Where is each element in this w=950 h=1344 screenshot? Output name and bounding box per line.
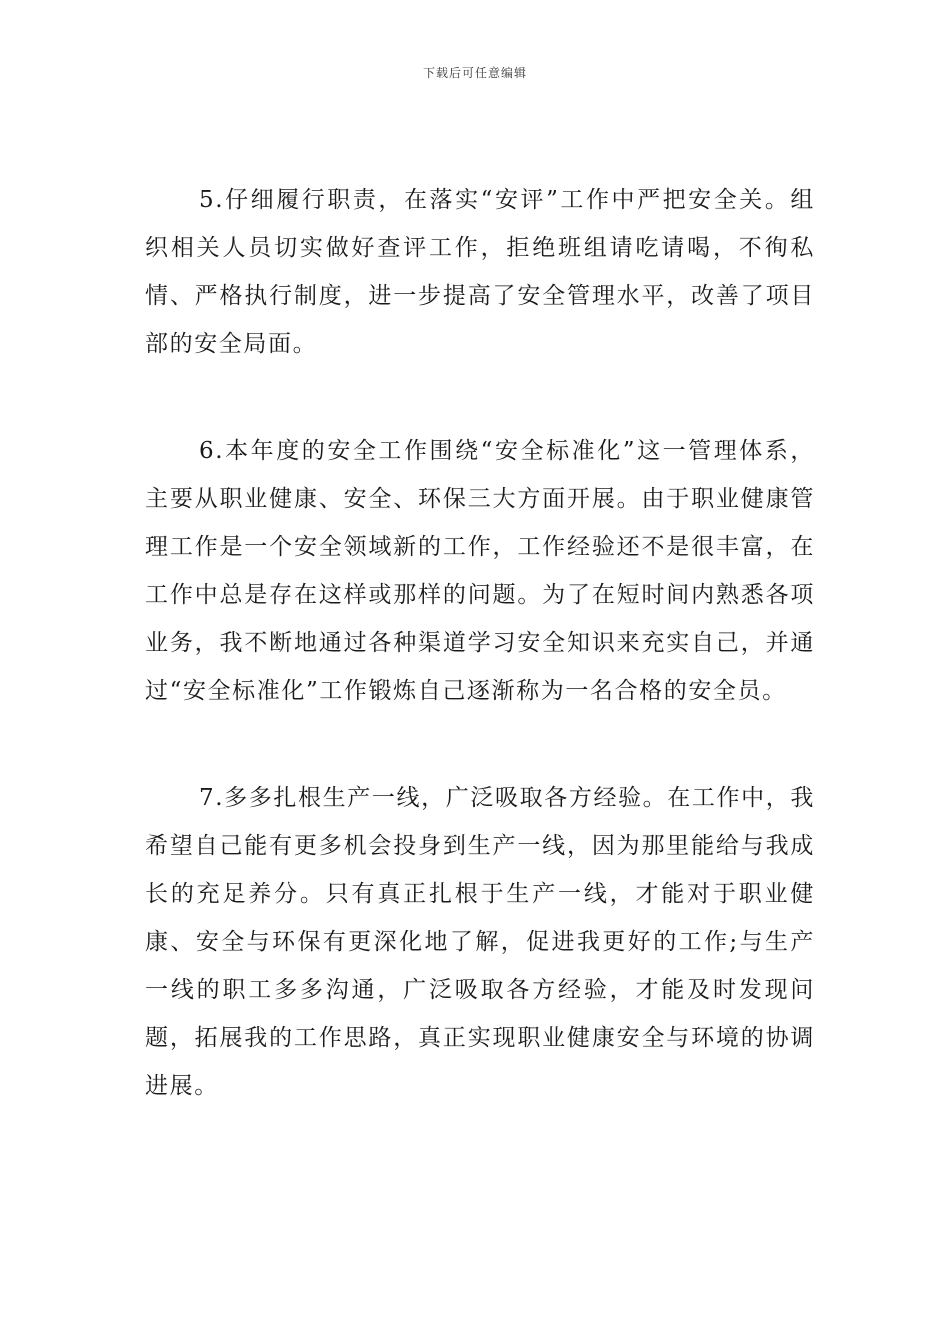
page-header: 下载后可任意编辑 <box>422 66 527 80</box>
paragraph-7: 7.多多扎根生产一线，广泛吸取各方经验。在工作中，我希望自己能有更多机会投身到生产一线，因为那里能给与我成长的充足养分。只有真正扎根于生产一线，才能对于职业健康、安全与环保有更深化地了解，促进我更好的工作;与生产一线的职工多多沟通，广泛吸取各方经验，才能及时发现问题，拓展我的工作思路，真正实现职业健康安全与环境的协调进展。 <box>145 785 815 1099</box>
paragraph-5: 5.仔细履行职责，在落实“安评”工作中严把安全关。组织相关人员切实做好查评工作，拒绝班组请吃请喝，不徇私情、严格执行制度，进一步提高了安全管理水平，改善了项目部的安全局面。 <box>145 187 815 357</box>
document-body <box>145 176 815 1169</box>
paragraph-6: 6.本年度的安全工作围绕“安全标准化”这一管理体系，主要从职业健康、安全、环保三大方面开展。由于职业健康管理工作是一个安全领域新的工作，工作经验还不是很丰富，在工作中总是存在这样或那样的问题。为了在短时间内熟悉各项业务，我不断地通过各种渠道学习安全知识来充实自己，并通过“安全标准化”工作锻炼自己逐渐称为一名合格的安全员。 <box>145 438 815 704</box>
